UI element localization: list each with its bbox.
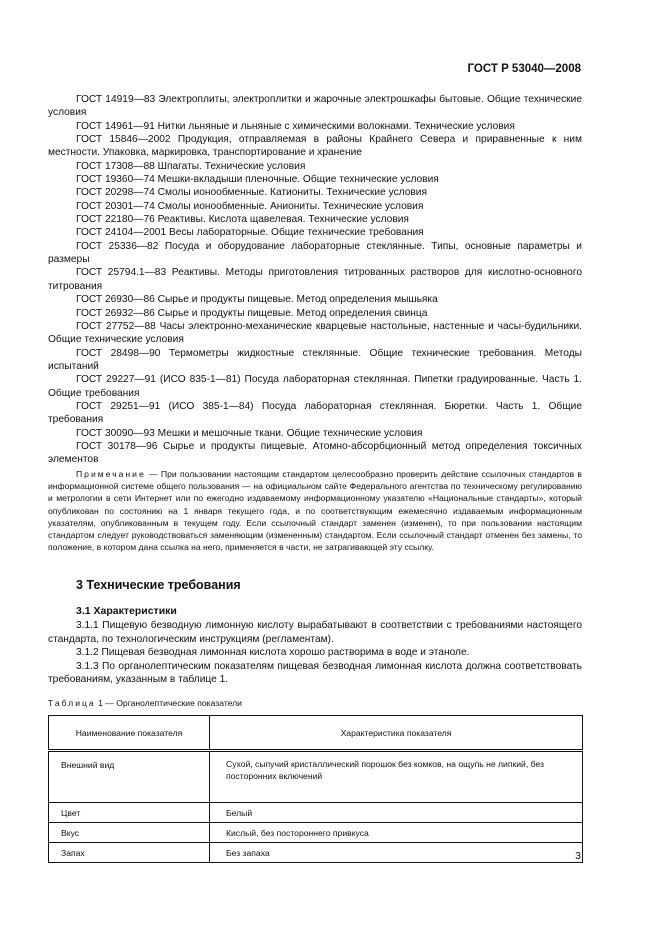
table-row	[49, 843, 583, 863]
reference-item: ГОСТ 26930—86 Сырье и продукты пищевые. Метод определения мышьяка	[76, 294, 438, 306]
reference-item: ГОСТ 25336—82 Посуда и оборудование лабораторные стеклянные. Типы, основные параметры и размеры	[48, 240, 582, 266]
note-text: — При пользовании настоящим стандартом целесообразно проверить действие ссылочных стандартов в информационной системе общего пользования — на официальном сайте Федерального агентства по техническому регулированию и метрологии в сети Интернет или по ежегодно издаваемому информационному указателю «Национальные стандарты», который опубликован по состоянию на 1 января текущего года, и по соответствующим ежемесячно издаваемым информационным указателям, опубликованным в текущем году. Если ссылочный стандарт заменен (изменен), то при пользовании настоящим стандартом следует руководствоваться заменяющим (измененным) стандартом. Если ссылочный стандарт отменен без замены, то положение, в котором дана ссылка на него, применяется в части, не затрагивающей эту ссылку.	[48, 469, 582, 553]
indicator-value-cell: Без запаха	[210, 843, 583, 863]
reference-item: ГОСТ 22180—76 Реактивы. Кислота щавелевая. Технические условия	[76, 214, 409, 226]
paragraph: 3.1.2 Пищевая безводная лимонная кислота хорошо растворима в воде и этаноле.	[76, 647, 470, 659]
reference-item: ГОСТ 17308—88 Шпагаты. Технические условия	[76, 160, 306, 172]
column-header: Характеристика показателя	[210, 716, 583, 751]
note-label: Примечание	[76, 469, 146, 479]
indicator-name-cell: Цвет	[49, 803, 210, 823]
indicator-name-cell: Внешний вид	[49, 751, 210, 803]
table-caption-label: Таблица	[48, 698, 96, 708]
indicator-value-cell: Белый	[210, 803, 583, 823]
reference-item: ГОСТ 29251—91 (ИСО 385-1—84) Посуда лабораторная стеклянная. Бюретки. Часть 1. Общие требования	[48, 400, 582, 426]
subsection-title: 3.1 Характеристики	[76, 605, 177, 617]
reference-item: ГОСТ 28498—90 Термометры жидкостные стеклянные. Общие технические требования. Методы испытаний	[48, 347, 582, 372]
table-row	[49, 803, 583, 823]
reference-item: ГОСТ 14919—83 Электроплиты, электроплитки и жарочные электрошкафы бытовые. Общие технические условия	[48, 94, 582, 119]
reference-item: ГОСТ 24104—2001 Весы лабораторные. Общие технические требования	[76, 227, 424, 239]
indicator-value-cell: Кислый, без постороннего привкуса	[210, 823, 583, 843]
column-header: Наименование показателя	[49, 716, 210, 751]
reference-item: ГОСТ 27752—88 Часы электронно-механические кварцевые настольные, настенные и часы-будильники. Общие технические условия	[48, 320, 582, 346]
table-row	[49, 751, 583, 803]
table-header-row	[49, 716, 583, 751]
paragraph: 3.1.3 По органолептическим показателям пищевая безводная лимонная кислота должна соответствовать требованиям, указанным в таблице 1.	[48, 660, 582, 686]
table-row	[49, 823, 583, 843]
reference-item: ГОСТ 30090—93 Мешки и мешочные ткани. Общие технические условия	[76, 427, 423, 439]
reference-item: ГОСТ 19360—74 Мешки-вкладыши пленочные. Общие технические условия	[76, 174, 439, 186]
reference-item: ГОСТ 20298—74 Смолы ионообменные. Катиониты. Технические условия	[76, 187, 428, 199]
reference-item: ГОСТ 29227—91 (ИСО 835-1—81) Посуда лабораторная стеклянная. Пипетки градуированные. Часть 1. Общие требования	[48, 374, 582, 399]
section-title: 3 Технические требования	[76, 578, 241, 592]
reference-item: ГОСТ 25794.1—83 Реактивы. Методы приготовления титрованных растворов для кислотно-основного титрования	[48, 267, 582, 292]
indicator-name-cell: Вкус	[49, 823, 210, 843]
reference-item: ГОСТ 26932—86 Сырье и продукты пищевые. Метод определения свинца	[76, 307, 428, 319]
requirements-text	[48, 619, 582, 687]
normative-references-list	[48, 93, 582, 467]
indicator-value-cell: Сухой, сыпучий кристаллический порошок без комков, на ощупь не липкий, без посторонних включений	[210, 751, 583, 803]
page-number: 3	[575, 850, 581, 862]
document-code-header: ГОСТ Р 53040—2008	[467, 63, 581, 75]
reference-item: ГОСТ 15846—2002 Продукция, отправляемая в районы Крайнего Севера и приравненные к ним местности. Упаковка, маркировка, транспортирование и хранение	[48, 134, 582, 159]
reference-item: ГОСТ 20301—74 Смолы ионообменные. Аниониты. Технические условия	[76, 200, 424, 212]
reference-item: ГОСТ 14961—91 Нитки льняные и льняные с химическими волокнами. Технические условия	[76, 120, 515, 132]
organoleptic-table	[48, 715, 583, 863]
indicator-name-cell: Запах	[49, 843, 210, 863]
reference-item: ГОСТ 30178—96 Сырье и продукты пищевые. Атомно-абсорбционный метод определения токсичных элементов	[48, 440, 582, 466]
paragraph: 3.1.1 Пищевую безводную лимонную кислоту вырабатывают в соответствии с требованиями настоящего стандарта, по технологическим инструкциям (регламентам).	[48, 620, 582, 645]
note-paragraph	[48, 468, 582, 553]
table-caption-text: 1 — Органолептические показатели	[98, 698, 242, 708]
table-caption	[48, 698, 242, 708]
